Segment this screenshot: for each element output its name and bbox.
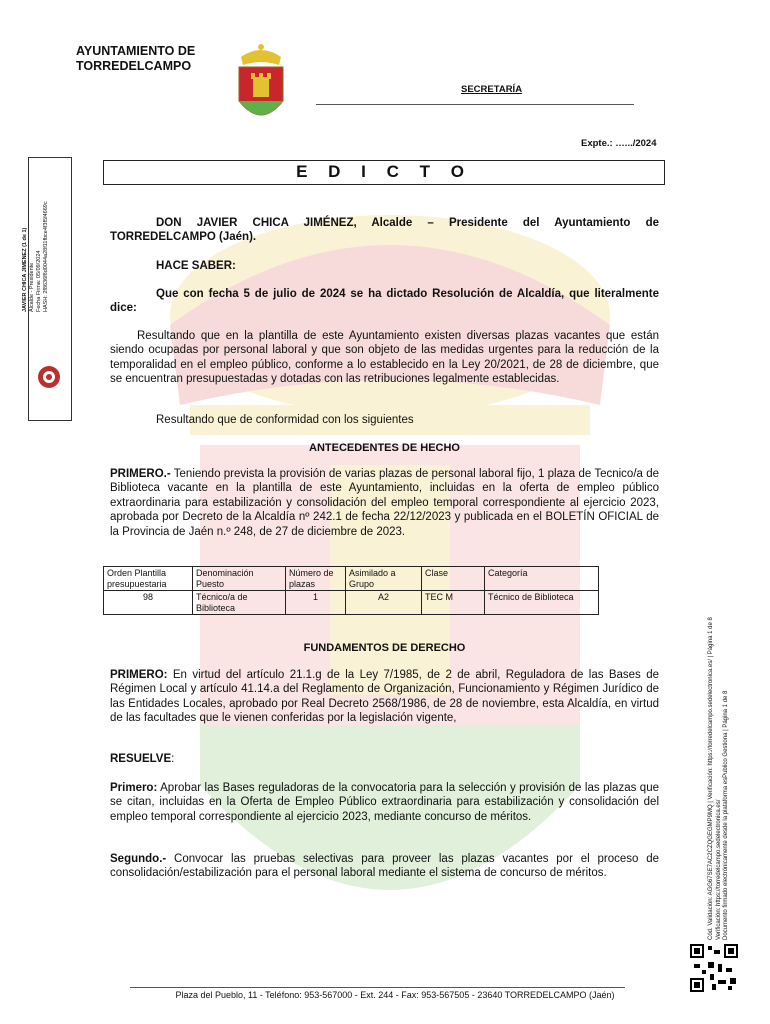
table-header: Clase [422, 567, 485, 591]
primero-text: Teniendo prevista la provisión de varias plazas de personal laboral fijo, 1 plaza de Tecnico/a de Biblioteca vacante en la plantilla de este Ayuntamiento, incluidas en la oferta de empleo público extraordinaria para estabilización y consolidación del empleo temporal correspondiente al ejercicio 2023, aprobada por Decreto de la Alcaldía nº 242.1 de fecha 22/12/2023 y publicada en el BOLETÍN OFICIAL de la Provincia de Jaén n.º 248, de 27 de diciembre de 2023. [110, 468, 659, 538]
table-cell: Técnico de Biblioteca [485, 591, 599, 615]
department-label: SECRETARÍA [461, 84, 523, 95]
signature-hash: HASH: 2f8636f8d0044a28f11fbce4f3f5f4669c [43, 201, 49, 312]
validation-text [708, 617, 731, 940]
resolution-primero-text: Aprobar las Bases reguladoras de la convocatoria para la selección y provisión de las plazas que se citan, incluidas en la Oferta de Empleo Público extraordinaria para estabilización y consolidación del empleo temporal correspondiente al ejercicio 2023, mediante concurso de méritos. [110, 782, 659, 823]
validation-line-1: Cód. Validación: AGG67SE7AC2CZQGEGMP9MQ | Verificación: https://torredelcampo.sedelectronica.es/ | Página 1 de 8 [708, 617, 714, 940]
qr-code-icon[interactable] [690, 944, 738, 992]
divider [316, 104, 634, 105]
signature-text [22, 201, 50, 312]
table-cell: TEC M [422, 591, 485, 615]
table-cell: 98 [104, 591, 193, 615]
footer-address: Plaza del Pueblo, 11 - Teléfono: 953-567000 - Ext. 244 - Fax: 953-567505 - 23640 TORREDELCAMPO (Jaén) [175, 990, 615, 1000]
resuelve-heading [110, 752, 410, 766]
org-line-1: AYUNTAMIENTO DE [76, 44, 196, 58]
file-number: Expte.: ….../2024 [581, 138, 657, 149]
section-heading-fundamentos: FUNDAMENTOS DE DERECHO [303, 642, 466, 654]
table-header: Orden Plantilla presupuestaria [104, 567, 193, 591]
resuelve-label: RESUELVE [110, 753, 172, 765]
table-header: Número de plazas [286, 567, 346, 591]
org-line-2: TORREDELCAMPO [76, 59, 192, 73]
resultando-paragraph: Resultando que en la plantilla de este Ayuntamiento existen diversas plazas vacantes que están siendo ocupadas por personal laboral y que son objeto de las medidas urgentes para la reducción de la temporalidad en el empleo público, conforme a lo establecido en la Ley 20/2021, de 28 de diciembre, que se encuentran presupuestadas y dotadas con las retribuciones legalmente establecidas. [110, 330, 659, 386]
resultando-2: Resultando que de conformidad con los siguientes [156, 414, 414, 426]
mayor-paragraph: DON JAVIER CHICA JIMÉNEZ, Alcalde – Presidente del Ayuntamiento de TORREDELCAMPO (Jaén). [110, 217, 659, 244]
fundamento-text: En virtud del artículo 21.1.g de la Ley 7/1985, de 2 de abril, Reguladora de las Bases de Régimen Local y artículo 41.14.a del Reglamento de Organización, Funcionamiento y Régimen Jurídico de las Entidades Locales, aprobado por Real Decreto 2568/1986, de 28 de noviembre, esta Alcaldía, en virtud de las facultades que le vienen conferidas por la legislación vigente, [110, 669, 659, 725]
signer-role: Alcalde - Presidente [29, 262, 35, 312]
crest-logo [233, 43, 289, 129]
table-cell: Técnico/a de Biblioteca [193, 591, 286, 615]
primero-label: PRIMERO.- [110, 468, 171, 480]
table-cell: 1 [286, 591, 346, 615]
resolution-segundo [110, 852, 659, 881]
seal-icon [37, 365, 61, 389]
signature-date: Fecha Firma: 05/09/2024 [36, 250, 42, 312]
primero-paragraph [110, 467, 659, 539]
hace-saber: HACE SABER: [156, 260, 236, 272]
signer-name: JAVIER CHICA JIMENEZ (1 de 1) [22, 227, 28, 312]
section-heading-antecedentes: ANTECEDENTES DE HECHO [309, 442, 460, 454]
resuelve-colon: : [171, 753, 175, 765]
fundamento-paragraph [110, 668, 659, 726]
document-title: E D I C T O [296, 162, 472, 181]
resolution-primero [110, 781, 659, 824]
positions-table [103, 566, 599, 615]
table-row [104, 591, 599, 615]
validation-line-2: Verificación: https://torredelcampo.sedelectronica.es/ [715, 799, 722, 940]
fundamento-label: PRIMERO: [110, 669, 168, 681]
resolution-segundo-label: Segundo.- [110, 853, 167, 865]
resolution-primero-label: Primero: [110, 782, 158, 794]
resolution-intro: Que con fecha 5 de julio de 2024 se ha dictado Resolución de Alcaldía, que literalmente dice: [110, 288, 659, 315]
table-header: Categoría [485, 567, 599, 591]
table-header: Denominación Puesto [193, 567, 286, 591]
table-header-row [104, 567, 599, 591]
validation-line-3: Documento firmado electrónicamente desde la plataforma esPublico Gestiona | Página 1 de 8 [723, 690, 729, 940]
table-header: Asimilado a Grupo [346, 567, 422, 591]
table-cell: A2 [346, 591, 422, 615]
footer-divider [130, 987, 625, 988]
organization-name [76, 44, 195, 74]
resolution-segundo-text: Convocar las pruebas selectivas para proveer las plazas vacantes por el proceso de consolidación/estabilización para el personal laboral mediante el sistema de concurso de méritos. [110, 853, 659, 880]
